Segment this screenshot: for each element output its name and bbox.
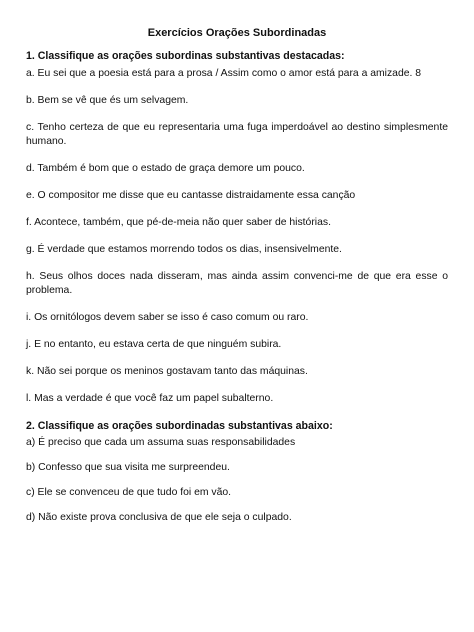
exercise2-item-b: b) Confesso que sua visita me surpreendeu. — [26, 462, 230, 473]
exercise-item-c: c. Tenho certeza de que eu representaria uma fuga imperdoável ao destino simplesmente humano. — [26, 122, 448, 147]
exercise-item-e: e. O compositor me disse que eu cantasse distraidamente essa canção — [26, 190, 356, 201]
exercise2-item-d: d) Não existe prova conclusiva de que ele seja o culpado. — [26, 512, 292, 523]
section-2-heading: 2. Classifique as orações subordinadas substantivas abaixo: — [26, 420, 333, 432]
section-1 — [26, 49, 448, 406]
section-1-heading: 1. Classifique as orações subordinas substantivas destacadas: — [26, 50, 345, 62]
exercise-item-i: i. Os ornitólogos devem saber se isso é caso comum ou raro. — [26, 312, 309, 323]
exercise-item-b: b. Bem se vê que és um selvagem. — [26, 95, 189, 106]
exercise-item-k: k. Não sei porque os meninos gostavam tanto das máquinas. — [26, 366, 308, 377]
exercise-item-d: d. Também é bom que o estado de graça demore um pouco. — [26, 163, 305, 174]
exercise-item-l: l. Mas a verdade é que você faz um papel subalterno. — [26, 393, 274, 404]
exercise-item-f: f. Acontece, também, que pé-de-meia não quer saber de histórias. — [26, 217, 331, 228]
exercise-item-g: g. É verdade que estamos morrendo todos os dias, insensivelmente. — [26, 244, 342, 255]
exercise-item-j: j. E no entanto, eu estava certa de que ninguém subira. — [26, 339, 282, 350]
section-2 — [26, 419, 448, 525]
exercise-item-h: h. Seus olhos doces nada disseram, mas ainda assim convenci-me de que era esse o problema. — [26, 271, 448, 296]
exercise-item-a: a. Eu sei que a poesia está para a prosa / Assim como o amor está para a amizade. 8 — [26, 68, 422, 79]
exercise2-item-a: a) É preciso que cada um assuma suas responsabilidades — [26, 437, 296, 448]
page-title: Exercícios Orações Subordinadas — [147, 27, 327, 39]
exercise2-item-c: c) Ele se convenceu de que tudo foi em vão. — [26, 487, 232, 498]
